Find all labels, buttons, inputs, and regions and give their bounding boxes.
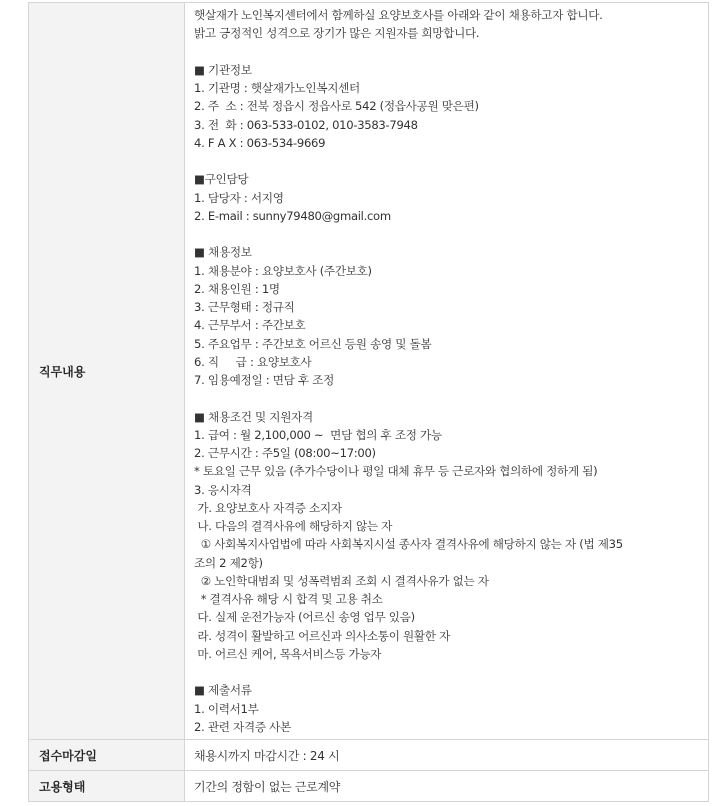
blank-line bbox=[194, 43, 702, 61]
blank-line bbox=[194, 389, 702, 407]
duty-line: 2. 관련 자격증 사본 bbox=[194, 719, 291, 734]
duty-line: 햇살재가 노인복지센터에서 함께하실 요양보호사를 아래와 같이 채용하고자 합니다. bbox=[194, 8, 603, 22]
duty-line: ■ 채용정보 bbox=[194, 245, 252, 260]
duties-row bbox=[29, 3, 709, 740]
duty-line: 가. 요양보호사 자격증 소지자 bbox=[194, 500, 342, 515]
duty-line: 4. 근무부서 : 주간보호 bbox=[194, 318, 306, 333]
blank-line bbox=[194, 152, 702, 170]
duty-line: 1. 채용분야 : 요양보호사 (주간보호) bbox=[194, 263, 372, 278]
duty-line: 라. 성격이 활발하고 어르신과 의사소통이 원활한 자 bbox=[194, 628, 450, 643]
duty-line: * 토요일 근무 있음 (추가수당이나 평일 대체 휴무 등 근로자와 협의하에 정하게 됨) bbox=[194, 464, 598, 479]
employment-value: 기간의 정함이 없는 근로계약 bbox=[185, 771, 709, 802]
duty-line: 조의 2 제2항) bbox=[194, 555, 263, 570]
duty-line: ① 사회복지사업법에 따라 사회복지시설 종사자 결격사유에 해당하지 않는 자 (법 제35 bbox=[194, 537, 623, 552]
duty-line: 밝고 긍정적인 성격으로 장기가 많은 지원자를 희망합니다. bbox=[194, 26, 480, 41]
blank-line bbox=[194, 225, 702, 243]
duty-line: 1. 기관명 : 햇살재가노인복지센터 bbox=[194, 81, 360, 95]
duty-line: 나. 다음의 결격사유에 해당하지 않는 자 bbox=[194, 519, 393, 533]
deadline-label: 접수마감일 bbox=[29, 740, 185, 771]
blank-line bbox=[194, 663, 702, 681]
duty-line: 6. 직 급 : 요양보호사 bbox=[194, 354, 312, 369]
duty-line: ■ 채용조건 및 지원자격 bbox=[194, 409, 313, 424]
duty-line: 3. 전 화 : 063-533-0102, 010-3583-7948 bbox=[194, 117, 418, 132]
duty-line: ② 노인학대범죄 및 성폭력범죄 조회 시 결격사유가 없는 자 bbox=[194, 573, 489, 588]
duty-line: 다. 실제 운전가능자 (어르신 송영 업무 있음) bbox=[194, 610, 415, 625]
duty-line: 1. 담당자 : 서지영 bbox=[194, 190, 284, 205]
duty-line: ■ 제출서류 bbox=[194, 683, 252, 698]
duty-line: 마. 어르신 케어, 목욕서비스등 가능자 bbox=[194, 646, 382, 661]
duty-line: 2. 채용인원 : 1명 bbox=[194, 281, 280, 296]
duty-line: 7. 임용예정일 : 면담 후 조정 bbox=[194, 373, 334, 387]
duty-line: * 결격사유 해당 시 합격 및 고용 취소 bbox=[194, 592, 383, 606]
duty-line: 5. 주요업무 : 주간보호 어르신 등원 송영 및 돌봄 bbox=[194, 336, 432, 351]
duty-line: 2. E-mail : sunny79480@gmail.com bbox=[194, 208, 391, 223]
duty-line: 4. F A X : 063-534-9669 bbox=[194, 135, 326, 150]
duties-content bbox=[185, 3, 709, 740]
deadline-value: 채용시까지 마감시간 : 24 시 bbox=[185, 740, 709, 771]
employment-label: 고용형태 bbox=[29, 771, 185, 802]
job-detail-table bbox=[28, 2, 709, 802]
deadline-row bbox=[29, 740, 709, 771]
duty-line: 2. 주 소 : 전북 정읍시 정읍사로 542 (정읍사공원 맞은편) bbox=[194, 99, 479, 114]
duty-line: 3. 근무형태 : 정규직 bbox=[194, 300, 295, 314]
duty-line: ■구인담당 bbox=[194, 172, 249, 187]
duty-line: 1. 급여 : 월 2,100,000 ~ 면담 협의 후 조정 가능 bbox=[194, 427, 442, 442]
duties-label: 직무내용 bbox=[29, 3, 185, 740]
employment-row bbox=[29, 771, 709, 802]
duty-line: 1. 이력서1부 bbox=[194, 701, 259, 716]
duty-line: ■ 기관정보 bbox=[194, 62, 252, 77]
duty-line: 3. 응시자격 bbox=[194, 482, 252, 497]
duty-line: 2. 근무시간 : 주5일 (08:00~17:00) bbox=[194, 446, 376, 460]
